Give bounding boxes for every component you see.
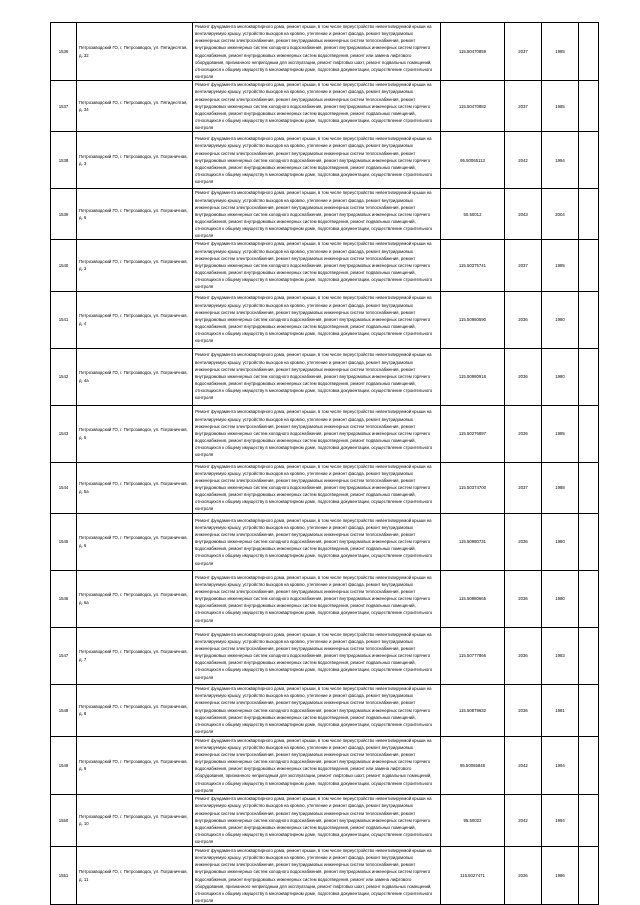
year-to-cell: 2042 [505, 736, 542, 794]
cost-cell: 115.50374700 [441, 462, 505, 513]
empty-cell [579, 81, 599, 132]
address-cell: Петрозаводский ГО, г. Петрозаводск, ул. Пограничная, д. 9 [77, 736, 193, 794]
empty-cell [579, 627, 599, 684]
empty-cell [579, 23, 599, 81]
year-built-cell: 1980 [542, 570, 579, 627]
works-cell: Ремонт фундамента многоквартирного дома, ремонт крыши, в том числе переустройство невентилируемой крыши на вентилируемую крышу, устройство выходов на кровлю, утепление и ремонт фасада, ремонт внутридомовых инженерных систем электроснабжения, ремонт внутридомовых инженерных систем теплоснабжения, ремонт внутридомовых инженерных систем холодного водоснабжения, ремонт внутридомовых инженерных систем горячего водоснабжения, ремонт внутридомовых инженерных систем водоотведения, ремонт подвальных помещений, относящихся к общему имуществу в многоквартирном доме, подготовка документации, осуществление строительного контроля [193, 132, 441, 189]
works-cell: Ремонт фундамента многоквартирного дома, ремонт крыши, в том числе переустройство невентилируемой крыши на вентилируемую крышу, устройство выходов на кровлю, утепление и ремонт фасада, ремонт внутридомовых инженерных систем электроснабжения, ремонт внутридомовых инженерных систем теплоснабжения, ремонт внутридомовых инженерных систем холодного водоснабжения, ремонт внутридомовых инженерных систем горячего водоснабжения, ремонт внутридомовых инженерных систем водоотведения, ремонт или замена лифтового оборудования, признанного непригодным для эксплуатации, ремонт лифтовых шахт, ремонт подвальных помещений, относящихся к общему имуществу в многоквартирном доме, подготовка документации, осуществление строительного контроля [193, 846, 441, 904]
address-cell: Петрозаводский ГО, г. Петрозаводск, ул. Пограничная, д. 6 [77, 189, 193, 240]
empty-cell [579, 132, 599, 189]
year-built-cell: 2004 [542, 189, 579, 240]
cost-cell: 115.5027471 [441, 846, 505, 904]
address-cell: Петрозаводский ГО, г. Петрозаводск, ул. Пятидесятая, д. 34 [77, 81, 193, 132]
cost-cell: 115.50980918 [441, 348, 505, 405]
address-cell: Петрозаводский ГО, г. Петрозаводск, ул. Пограничная, д. 3 [77, 132, 193, 189]
address-cell: Петрозаводский ГО, г. Петрозаводск, ул. Пятидесятая, д. 32 [77, 23, 193, 81]
empty-cell [579, 462, 599, 513]
works-cell: Ремонт фундамента многоквартирного дома, ремонт крыши, в том числе переустройство невентилируемой крыши на вентилируемую крышу, устройство выходов на кровлю, утепление и ремонт фасада, ремонт внутридомовых инженерных систем электроснабжения, ремонт внутридомовых инженерных систем теплоснабжения, ремонт внутридомовых инженерных систем холодного водоснабжения, ремонт внутридомовых инженерных систем горячего водоснабжения, ремонт внутридомовых инженерных систем водоотведения, ремонт или замена лифтового оборудования, признанного непригодным для эксплуатации, ремонт лифтовых шахт, ремонт подвальных помещений, относящихся к общему имуществу в многоквартирном доме, подготовка документации, осуществление строительного контроля [193, 23, 441, 81]
table-row [51, 405, 599, 462]
row-number: 1541 [51, 291, 77, 348]
year-built-cell: 1988 [542, 462, 579, 513]
table-row [51, 570, 599, 627]
works-cell: Ремонт фундамента многоквартирного дома, ремонт крыши, в том числе переустройство невентилируемой крыши на вентилируемую крышу, устройство выходов на кровлю, утепление и ремонт фасада, ремонт внутридомовых инженерных систем электроснабжения, ремонт внутридомовых инженерных систем теплоснабжения, ремонт внутридомовых инженерных систем холодного водоснабжения, ремонт внутридомовых инженерных систем горячего водоснабжения, ремонт внутридомовых инженерных систем водоотведения, ремонт подвальных помещений, относящихся к общему имуществу в многоквартирном доме, подготовка документации, осуществление строительного контроля [193, 291, 441, 348]
year-to-cell: 2036 [505, 513, 542, 570]
works-cell: Ремонт фундамента многоквартирного дома, ремонт крыши, в том числе переустройство невентилируемой крыши на вентилируемую крышу, устройство выходов на кровлю, утепление и ремонт фасада, ремонт внутридомовых инженерных систем электроснабжения, ремонт внутридомовых инженерных систем теплоснабжения, ремонт внутридомовых инженерных систем холодного водоснабжения, ремонт внутридомовых инженерных систем горячего водоснабжения, ремонт внутридомовых инженерных систем водоотведения, ремонт подвальных помещений, относящихся к общему имуществу в многоквартирном доме, подготовка документации, осуществление строительного контроля [193, 627, 441, 684]
row-number: 1548 [51, 684, 77, 736]
table-row [51, 513, 599, 570]
year-built-cell: 1985 [542, 240, 579, 291]
cost-cell: 95.50022 [441, 794, 505, 846]
year-built-cell: 1994 [542, 132, 579, 189]
row-number: 1544 [51, 462, 77, 513]
works-cell: Ремонт фундамента многоквартирного дома, ремонт крыши, в том числе переустройство невентилируемой крыши на вентилируемую крышу, устройство выходов на кровлю, утепление и ремонт фасада, ремонт внутридомовых инженерных систем электроснабжения, ремонт внутридомовых инженерных систем теплоснабжения, ремонт внутридомовых инженерных систем холодного водоснабжения, ремонт внутридомовых инженерных систем горячего водоснабжения, ремонт внутридомовых инженерных систем водоотведения, ремонт подвальных помещений, относящихся к общему имуществу в многоквартирном доме, подготовка документации, осуществление строительного контроля [193, 794, 441, 846]
year-built-cell: 1980 [542, 348, 579, 405]
row-number: 1550 [51, 794, 77, 846]
works-cell: Ремонт фундамента многоквартирного дома, ремонт крыши, в том числе переустройство невентилируемой крыши на вентилируемую крышу, устройство выходов на кровлю, утепление и ремонт фасада, ремонт внутридомовых инженерных систем электроснабжения, ремонт внутридомовых инженерных систем теплоснабжения, ремонт внутридомовых инженерных систем холодного водоснабжения, ремонт внутридомовых инженерных систем горячего водоснабжения, ремонт внутридомовых инженерных систем водоотведения, ремонт подвальных помещений, относящихся к общему имуществу в многоквартирном доме, подготовка документации, осуществление строительного контроля [193, 240, 441, 291]
row-number: 1543 [51, 405, 77, 462]
year-built-cell: 1994 [542, 736, 579, 794]
works-cell: Ремонт фундамента многоквартирного дома, ремонт крыши, в том числе переустройство невентилируемой крыши на вентилируемую крышу, устройство выходов на кровлю, утепление и ремонт фасада, ремонт внутридомовых инженерных систем электроснабжения, ремонт внутридомовых инженерных систем теплоснабжения, ремонт внутридомовых инженерных систем холодного водоснабжения, ремонт внутридомовых инженерных систем горячего водоснабжения, ремонт внутридомовых инженерных систем водоотведения, ремонт подвальных помещений, относящихся к общему имуществу в многоквартирном доме, подготовка документации, осуществление строительного контроля [193, 684, 441, 736]
year-built-cell: 1983 [542, 627, 579, 684]
works-cell: Ремонт фундамента многоквартирного дома, ремонт крыши, в том числе переустройство невентилируемой крыши на вентилируемую крышу, устройство выходов на кровлю, утепление и ремонт фасада, ремонт внутридомовых инженерных систем электроснабжения, ремонт внутридомовых инженерных систем теплоснабжения, ремонт внутридомовых инженерных систем холодного водоснабжения, ремонт внутридомовых инженерных систем горячего водоснабжения, ремонт внутридомовых инженерных систем водоотведения, ремонт подвальных помещений, относящихся к общему имуществу в многоквартирном доме, подготовка документации, осуществление строительного контроля [193, 405, 441, 462]
table-body [51, 23, 599, 905]
address-cell: Петрозаводский ГО, г. Петрозаводск, ул. Пограничная, д. 3 [77, 240, 193, 291]
table-row [51, 240, 599, 291]
row-number: 1549 [51, 736, 77, 794]
cost-cell: 115.50980665 [441, 570, 505, 627]
year-built-cell: 1986 [542, 846, 579, 904]
cost-cell: 115.50470882 [441, 81, 505, 132]
year-to-cell: 2036 [505, 570, 542, 627]
row-number: 1542 [51, 348, 77, 405]
year-built-cell: 1980 [542, 513, 579, 570]
table-row [51, 462, 599, 513]
address-cell: Петрозаводский ГО, г. Петрозаводск, ул. Пограничная, д. 6а [77, 570, 193, 627]
year-to-cell: 2042 [505, 794, 542, 846]
year-to-cell: 2037 [505, 462, 542, 513]
cost-cell: 115.50980731 [441, 513, 505, 570]
empty-cell [579, 513, 599, 570]
year-to-cell: 2037 [505, 81, 542, 132]
year-to-cell: 2036 [505, 684, 542, 736]
empty-cell [579, 684, 599, 736]
address-cell: Петрозаводский ГО, г. Петрозаводск, ул. Пограничная, д. 11 [77, 846, 193, 904]
row-number: 1536 [51, 23, 77, 81]
empty-cell [579, 240, 599, 291]
works-cell: Ремонт фундамента многоквартирного дома, ремонт крыши, в том числе переустройство невентилируемой крыши на вентилируемую крышу, устройство выходов на кровлю, утепление и ремонт фасада, ремонт внутридомовых инженерных систем электроснабжения, ремонт внутридомовых инженерных систем теплоснабжения, ремонт внутридомовых инженерных систем холодного водоснабжения, ремонт внутридомовых инженерных систем горячего водоснабжения, ремонт внутридомовых инженерных систем водоотведения, ремонт подвальных помещений, относящихся к общему имуществу в многоквартирном доме, подготовка документации, осуществление строительного контроля [193, 189, 441, 240]
empty-cell [579, 846, 599, 904]
row-number: 1538 [51, 132, 77, 189]
year-built-cell: 1985 [542, 23, 579, 81]
works-cell: Ремонт фундамента многоквартирного дома, ремонт крыши, в том числе переустройство невентилируемой крыши на вентилируемую крышу, устройство выходов на кровлю, утепление и ремонт фасада, ремонт внутридомовых инженерных систем электроснабжения, ремонт внутридомовых инженерных систем теплоснабжения, ремонт внутридомовых инженерных систем холодного водоснабжения, ремонт внутридомовых инженерных систем горячего водоснабжения, ремонт внутридомовых инженерных систем водоотведения, ремонт подвальных помещений, относящихся к общему имуществу в многоквартирном доме, подготовка документации, осуществление строительного контроля [193, 462, 441, 513]
year-to-cell: 2036 [505, 405, 542, 462]
table-row [51, 189, 599, 240]
table-row [51, 348, 599, 405]
cost-cell: 115.50470859 [441, 23, 505, 81]
row-number: 1537 [51, 81, 77, 132]
row-number: 1551 [51, 846, 77, 904]
row-number: 1546 [51, 570, 77, 627]
works-cell: Ремонт фундамента многоквартирного дома, ремонт крыши, в том числе переустройство невентилируемой крыши на вентилируемую крышу, устройство выходов на кровлю, утепление и ремонт фасада, ремонт внутридомовых инженерных систем электроснабжения, ремонт внутридомовых инженерных систем теплоснабжения, ремонт внутридомовых инженерных систем холодного водоснабжения, ремонт внутридомовых инженерных систем горячего водоснабжения, ремонт внутридомовых инженерных систем водоотведения, ремонт подвальных помещений, относящихся к общему имуществу в многоквартирном доме, подготовка документации, осуществление строительного контроля [193, 348, 441, 405]
empty-cell [579, 736, 599, 794]
year-built-cell: 1994 [542, 794, 579, 846]
address-cell: Петрозаводский ГО, г. Петрозаводск, ул. Пограничная, д. 10 [77, 794, 193, 846]
year-to-cell: 2036 [505, 348, 542, 405]
cost-cell: 115.50980590 [441, 291, 505, 348]
year-built-cell: 1980 [542, 291, 579, 348]
table-row [51, 23, 599, 81]
cost-cell: 95.50065848 [441, 736, 505, 794]
empty-cell [579, 348, 599, 405]
table-row [51, 132, 599, 189]
row-number: 1547 [51, 627, 77, 684]
address-cell: Петрозаводский ГО, г. Петрозаводск, ул. Пограничная, д. 6 [77, 513, 193, 570]
table-row [51, 684, 599, 736]
year-to-cell: 2036 [505, 627, 542, 684]
empty-cell [579, 189, 599, 240]
works-cell: Ремонт фундамента многоквартирного дома, ремонт крыши, в том числе переустройство невентилируемой крыши на вентилируемую крышу, устройство выходов на кровлю, утепление и ремонт фасада, ремонт внутридомовых инженерных систем электроснабжения, ремонт внутридомовых инженерных систем теплоснабжения, ремонт внутридомовых инженерных систем холодного водоснабжения, ремонт внутридомовых инженерных систем горячего водоснабжения, ремонт внутридомовых инженерных систем водоотведения, ремонт подвальных помещений, относящихся к общему имуществу в многоквартирном доме, подготовка документации, осуществление строительного контроля [193, 81, 441, 132]
year-to-cell: 2043 [505, 189, 542, 240]
empty-cell [579, 405, 599, 462]
empty-cell [579, 570, 599, 627]
cost-cell: 115.50276897 [441, 405, 505, 462]
year-built-cell: 1981 [542, 684, 579, 736]
works-cell: Ремонт фундамента многоквартирного дома, ремонт крыши, в том числе переустройство невентилируемой крыши на вентилируемую крышу, устройство выходов на кровлю, утепление и ремонт фасада, ремонт внутридомовых инженерных систем электроснабжения, ремонт внутридомовых инженерных систем теплоснабжения, ремонт внутридомовых инженерных систем холодного водоснабжения, ремонт внутридомовых инженерных систем горячего водоснабжения, ремонт внутридомовых инженерных систем водоотведения, ремонт подвальных помещений, относящихся к общему имуществу в многоквартирном доме, подготовка документации, осуществление строительного контроля [193, 513, 441, 570]
year-built-cell: 1985 [542, 405, 579, 462]
cost-cell: 115.50879632 [441, 684, 505, 736]
year-to-cell: 2037 [505, 240, 542, 291]
address-cell: Петрозаводский ГО, г. Петрозаводск, ул. Пограничная, д. 5 [77, 405, 193, 462]
address-cell: Петрозаводский ГО, г. Петрозаводск, ул. Пограничная, д. 4 [77, 291, 193, 348]
empty-cell [579, 291, 599, 348]
cost-cell: 50.50012 [441, 189, 505, 240]
address-cell: Петрозаводский ГО, г. Петрозаводск, ул. Пограничная, д. 4а [77, 348, 193, 405]
year-to-cell: 2037 [505, 23, 542, 81]
year-to-cell: 2036 [505, 291, 542, 348]
cost-cell: 95.50065113 [441, 132, 505, 189]
capital-repair-table [50, 22, 599, 905]
cost-cell: 115.50777866 [441, 627, 505, 684]
address-cell: Петрозаводский ГО, г. Петрозаводск, ул. Пограничная, д. 7 [77, 627, 193, 684]
table-row [51, 794, 599, 846]
row-number: 1545 [51, 513, 77, 570]
table-row [51, 291, 599, 348]
year-built-cell: 1985 [542, 81, 579, 132]
row-number: 1540 [51, 240, 77, 291]
address-cell: Петрозаводский ГО, г. Петрозаводск, ул. Пограничная, д. 5а [77, 462, 193, 513]
row-number: 1539 [51, 189, 77, 240]
table-row [51, 81, 599, 132]
table-row [51, 846, 599, 904]
empty-cell [579, 794, 599, 846]
cost-cell: 115.50375741 [441, 240, 505, 291]
table-row [51, 736, 599, 794]
year-to-cell: 2042 [505, 132, 542, 189]
year-to-cell: 2036 [505, 846, 542, 904]
table-row [51, 627, 599, 684]
address-cell: Петрозаводский ГО, г. Петрозаводск, ул. Пограничная, д. 8 [77, 684, 193, 736]
works-cell: Ремонт фундамента многоквартирного дома, ремонт крыши, в том числе переустройство невентилируемой крыши на вентилируемую крышу, устройство выходов на кровлю, утепление и ремонт фасада, ремонт внутридомовых инженерных систем электроснабжения, ремонт внутридомовых инженерных систем теплоснабжения, ремонт внутридомовых инженерных систем холодного водоснабжения, ремонт внутридомовых инженерных систем горячего водоснабжения, ремонт внутридомовых инженерных систем водоотведения, ремонт подвальных помещений, относящихся к общему имуществу в многоквартирном доме, подготовка документации, осуществление строительного контроля [193, 570, 441, 627]
works-cell: Ремонт фундамента многоквартирного дома, ремонт крыши, в том числе переустройство невентилируемой крыши на вентилируемую крышу, устройство выходов на кровлю, утепление и ремонт фасада, ремонт внутридомовых инженерных систем электроснабжения, ремонт внутридомовых инженерных систем теплоснабжения, ремонт внутридомовых инженерных систем холодного водоснабжения, ремонт внутридомовых инженерных систем горячего водоснабжения, ремонт внутридомовых инженерных систем водоотведения, ремонт или замена лифтового оборудования, признанного непригодным для эксплуатации, ремонт лифтовых шахт, ремонт подвальных помещений, относящихся к общему имуществу в многоквартирном доме, подготовка документации, осуществление строительного контроля [193, 736, 441, 794]
